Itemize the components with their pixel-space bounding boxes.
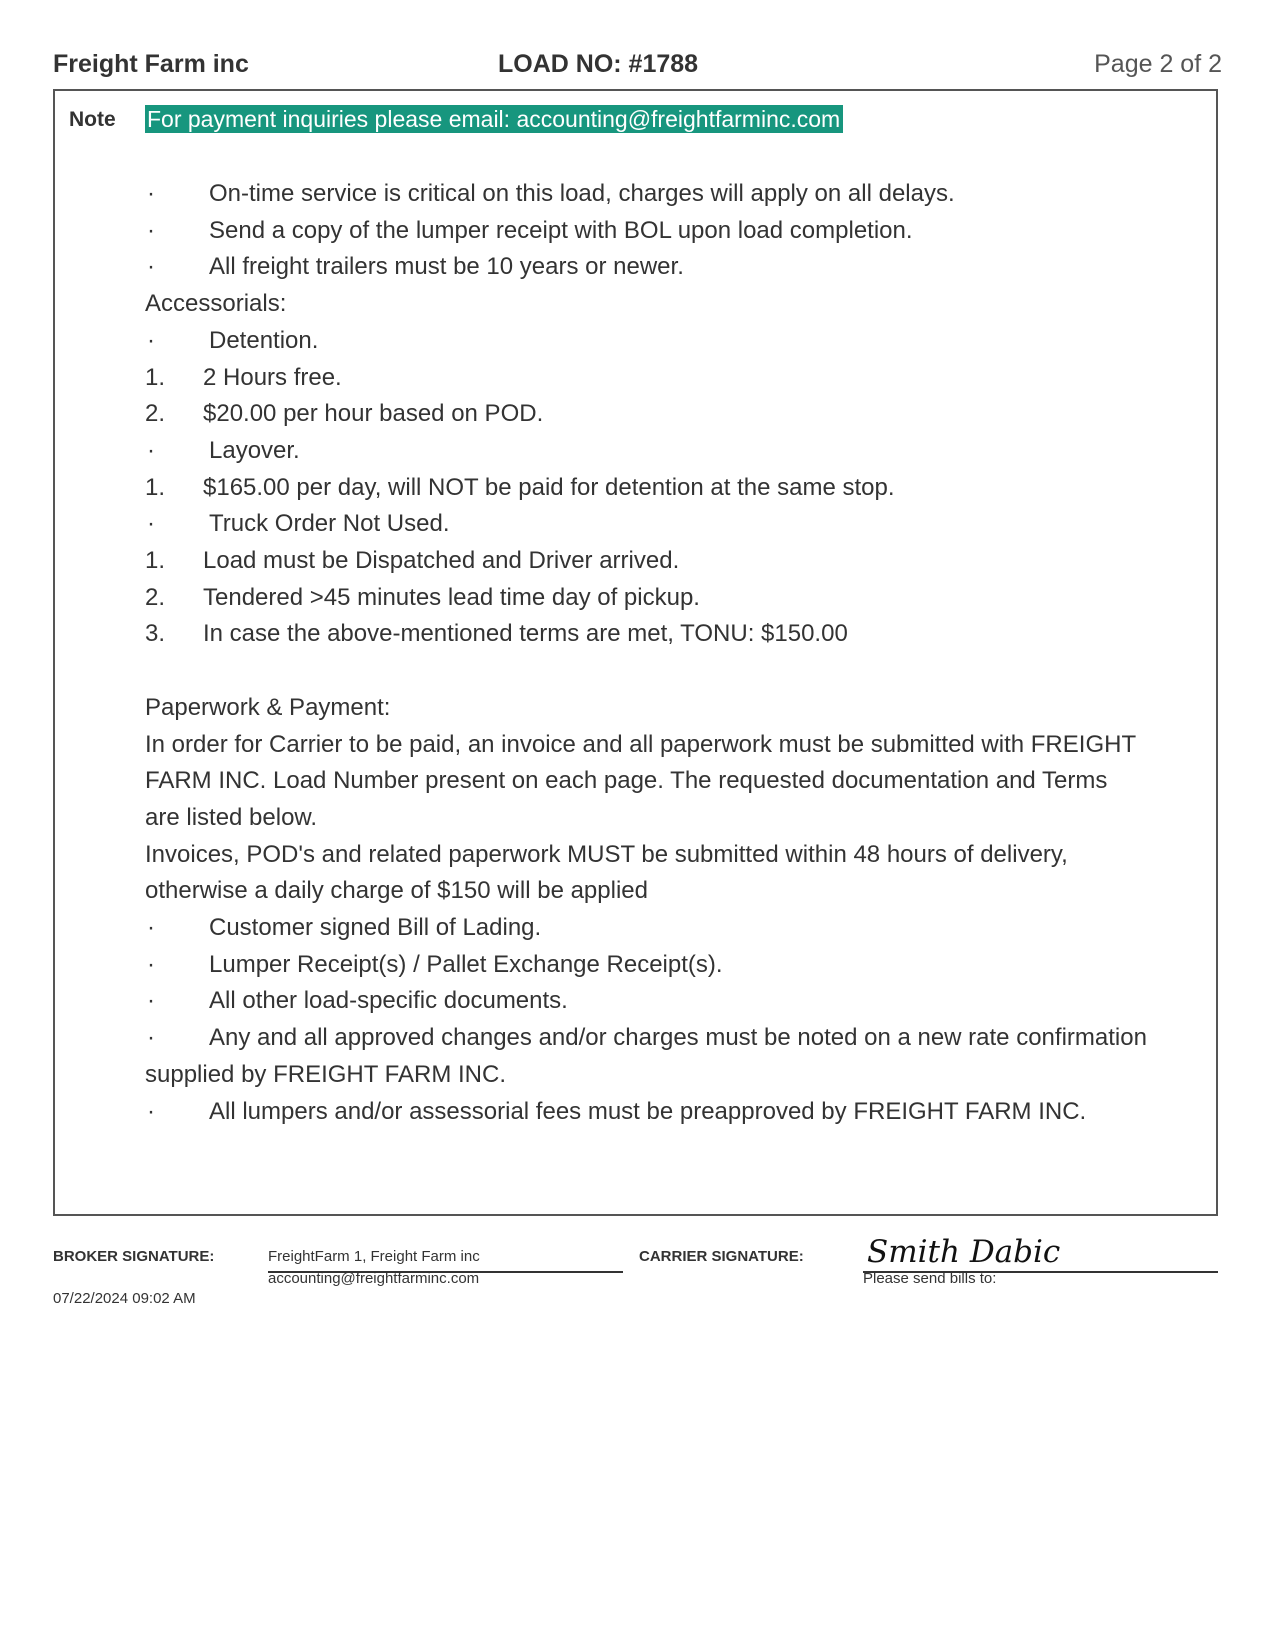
number-marker: 3. — [145, 620, 166, 648]
number-marker: 1. — [145, 473, 166, 501]
text-line — [145, 800, 1210, 837]
bullet-marker: · — [147, 216, 155, 244]
line-text: In order for Carrier to be paid, an invoice and all paperwork must be submitted with FREIGHT — [145, 730, 1137, 758]
line-text: Layover. — [209, 436, 300, 464]
line-text: Accessorials: — [145, 290, 287, 318]
list-item — [145, 580, 1210, 617]
line-text: Any and all approved changes and/or charges must be noted on a new rate confirmation — [209, 1024, 1147, 1052]
broker-name: FreightFarm 1, Freight Farm inc — [268, 1248, 480, 1265]
line-text: are listed below. — [145, 803, 318, 831]
line-text: All other load-specific documents. — [209, 987, 568, 1015]
text-line — [145, 727, 1210, 764]
page-number: Page 2 of 2 — [1094, 50, 1222, 78]
list-item — [145, 947, 1210, 984]
carrier-handwritten-signature — [863, 1226, 1063, 1272]
load-number: LOAD NO: #1788 — [498, 50, 699, 78]
line-text: All lumpers and/or assessorial fees must be preapproved by FREIGHT FARM INC. — [209, 1097, 1087, 1125]
company-name: Freight Farm inc — [53, 50, 249, 78]
line-text: Truck Order Not Used. — [209, 510, 450, 538]
line-text: 2 Hours free. — [203, 363, 342, 391]
bullet-marker: · — [147, 950, 155, 978]
line-text: Paperwork & Payment: — [145, 693, 391, 721]
carrier-bills-note: Please send bills to: — [863, 1270, 997, 1287]
notes-box — [53, 89, 1218, 1216]
bullet-marker: · — [147, 1024, 155, 1052]
text-line — [145, 286, 1210, 323]
list-item — [145, 1094, 1210, 1131]
line-text: On-time service is critical on this load, charges will apply on all delays. — [209, 180, 955, 207]
text-line — [145, 1057, 1210, 1094]
number-marker: 1. — [145, 363, 166, 391]
broker-signature-label: BROKER SIGNATURE: — [53, 1248, 215, 1265]
note-label: Note — [69, 108, 116, 131]
line-text: otherwise a daily charge of $150 will be applied — [145, 877, 648, 905]
list-item — [145, 176, 1210, 213]
number-marker: 1. — [145, 547, 166, 575]
text-line — [145, 690, 1210, 727]
carrier-signature-label: CARRIER SIGNATURE: — [639, 1248, 804, 1265]
list-item — [145, 543, 1210, 580]
list-item — [145, 1020, 1210, 1057]
text-line — [145, 873, 1210, 910]
line-text: All freight trailers must be 10 years or newer. — [209, 253, 684, 281]
line-text: $20.00 per hour based on POD. — [203, 400, 544, 428]
line-text: FARM INC. Load Number present on each page. The requested documentation and Terms — [145, 767, 1108, 795]
list-item — [145, 360, 1210, 397]
bullet-marker: · — [147, 436, 155, 464]
list-item — [145, 910, 1210, 947]
list-item — [145, 213, 1210, 250]
text-line — [145, 763, 1210, 800]
blank-line — [145, 653, 1210, 690]
bullet-marker: · — [147, 987, 155, 1015]
line-text: Invoices, POD's and related paperwork MUST be submitted within 48 hours of delivery, — [145, 840, 1068, 868]
bullet-marker: · — [147, 1097, 155, 1125]
bullet-marker: · — [147, 180, 155, 207]
bullet-marker: · — [147, 253, 155, 281]
list-item — [145, 506, 1210, 543]
line-text: Lumper Receipt(s) / Pallet Exchange Receipt(s). — [209, 950, 723, 978]
line-text: Detention. — [209, 326, 319, 354]
bullet-marker: · — [147, 510, 155, 538]
line-text: $165.00 per day, will NOT be paid for detention at the same stop. — [203, 473, 895, 501]
broker-signature-date: 07/22/2024 09:02 AM — [53, 1290, 196, 1307]
list-item — [145, 470, 1210, 507]
line-text: Tendered >45 minutes lead time day of pickup. — [203, 583, 700, 611]
bullet-marker: · — [147, 326, 155, 354]
list-item — [145, 983, 1210, 1020]
list-item — [145, 433, 1210, 470]
broker-email: accounting@freightfarminc.com — [268, 1270, 480, 1287]
list-item — [145, 249, 1210, 286]
number-marker: 2. — [145, 400, 166, 428]
bullet-marker: · — [147, 914, 155, 942]
payment-inquiry-highlight: For payment inquiries please email: accounting@freightfarminc.com — [145, 105, 843, 133]
terms-content — [145, 176, 1210, 1130]
text-line — [145, 837, 1210, 874]
line-text: Load must be Dispatched and Driver arrived. — [203, 547, 680, 575]
page-header — [53, 50, 1222, 86]
line-text: In case the above-mentioned terms are met, TONU: $150.00 — [203, 620, 848, 648]
list-item — [145, 323, 1210, 360]
line-text: Customer signed Bill of Lading. — [209, 914, 542, 942]
line-text: Send a copy of the lumper receipt with BOL upon load completion. — [209, 216, 913, 244]
list-item — [145, 396, 1210, 433]
line-text: supplied by FREIGHT FARM INC. — [145, 1060, 506, 1088]
number-marker: 2. — [145, 583, 166, 611]
carrier-signature-text: Smith Dabic — [867, 1234, 1061, 1270]
list-item — [145, 616, 1210, 653]
